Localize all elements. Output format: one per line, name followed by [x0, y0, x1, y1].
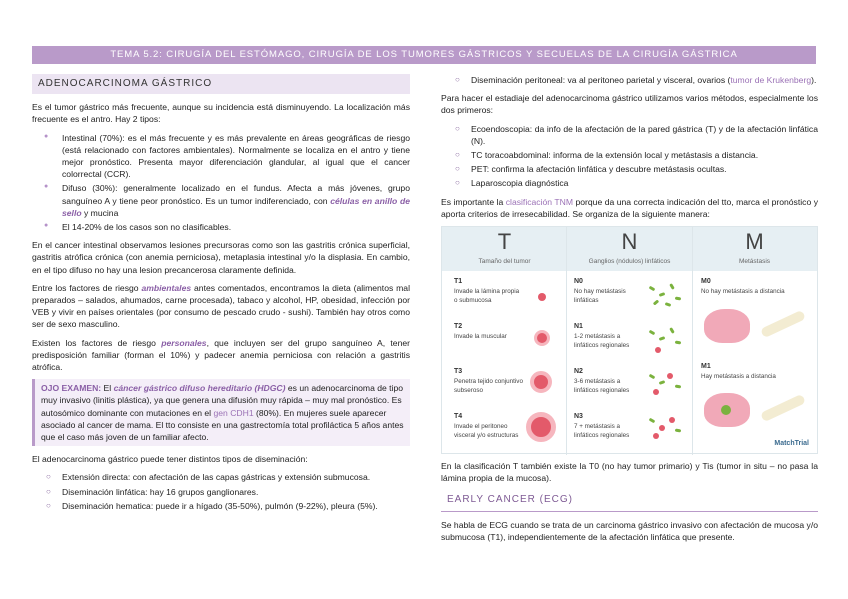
lymph-n1-icon: [647, 327, 687, 355]
tnm-header-m: M Metástasis: [738, 229, 771, 266]
matchtrial-logo: MatchTrial: [774, 440, 809, 448]
types-list: [32, 132, 410, 234]
tnm-cell-n2: N2 3-6 metástasis a linfáticos regionales: [574, 368, 630, 394]
right-column: [441, 74, 818, 549]
type-item-intestinal: ● Intestinal (70%): es el más frecuente y es más prevalente en áreas geográficas de riesgo (está relacionado con factores ambientales). Normalmente se localiza en el antro y tiene mejor pronóstico. Presenta mayor diferenciación glandular, al igual que el cancer colorrectal (CCR).: [32, 132, 410, 181]
document-banner-title: TEMA 5.2: CIRUGÍA DEL ESTÓMAGO, CIRUGÍA DE LOS TUMORES GÁSTRICOS Y SECUELAS DE LA CIRUGÍA GÁSTRICA: [32, 46, 816, 64]
tnm-cell-m0: M0 No hay metástasis a distancia: [701, 278, 785, 296]
staging-method-item: ○ Laparoscopia diagnóstica: [441, 177, 818, 189]
dissemination-item-peritoneal: ○ Diseminación peritoneal: va al peritoneo parietal y visceral, ovarios (tumor de Krukenberg).: [441, 74, 818, 86]
tnm-cell-t3: T3 Penetra tejido conjuntivo subseroso: [454, 368, 523, 394]
tnm-cell-n3: N3 7 + metástasis a linfáticos regionales: [574, 413, 630, 439]
dissemination-item: ○ Diseminación linfática: hay 16 grupos ganglionares.: [32, 486, 410, 498]
precursor-paragraph: En el cancer intestinal observamos lesiones precursoras como son las gastritis crónica superficial, gastritis atrófica crónica (con anemia perniciosa), metaplasia intestinal y/o la displasia. En cambio, en el tipo difuso no hay una lesion precancerosa claramente definida.: [32, 240, 410, 275]
tnm-highlight: clasificación TNM: [505, 196, 573, 207]
personal-factors-paragraph: Existen los factores de riesgo personales, que incluyen ser del grupo sanguíneo A, tener predisposición familiar (forman el 10%) y padecer anemia perniciosa con relación a gastritis atrófica.: [32, 337, 410, 373]
dissemination-list-cont: [441, 74, 818, 86]
staging-paragraph: Para hacer el estadiaje del adenocarcinoma gástrico utilizamos varios métodos, especialmente los dos primeros:: [441, 93, 818, 116]
dissemination-item: ○ Extensión directa: con afectación de las capas gástricas y extensión submucosa.: [32, 471, 410, 483]
staging-method-item: ○ Ecoendoscopia: da info de la afectación de la pared gástrica (T) y de la afectación linfática (N).: [441, 123, 818, 147]
staging-method-item: ○ TC toracoabdominal: informa de la extensión local y metástasis a distancia.: [441, 149, 818, 161]
tumor-t3-icon: [530, 371, 552, 393]
lymph-n0-icon: [647, 283, 687, 311]
left-column: [32, 74, 410, 518]
brain-m0-icon: [704, 309, 750, 343]
tnm-cell-n1: N1 1-2 metástasis a linfáticos regionales: [574, 323, 630, 349]
exam-note-box: OJO EXAMEN: El cáncer gástrico difuso hereditario (HDGC) es un adenocarcinoma de tipo muy invasivo (linitis plástica), ya que genera una difusión muy rápida – muy mal pronóstico. Es autosómico dominante con mutaciones en el gen CDH1 (80%). En mujeres suele aparecer asociado al cancer de mama. El tto consiste en una gastrectomía total profiláctica 5 años antes que el caso más joven de un familiar afecto.: [32, 379, 410, 446]
lymph-n2-icon: [647, 371, 687, 399]
type-item-unclassified: ● El 14-20% de los casos son no clasificables.: [32, 221, 410, 233]
dissemination-intro: El adenocarcinoma gástrico puede tener distintos tipos de diseminación:: [32, 454, 308, 465]
tnm-cell-t2: T2 Invade la muscular: [454, 323, 507, 341]
tnm-cell-t1: T1 Invade la lámina propia o submucosa: [454, 278, 520, 304]
metastasis-brain-icon: [721, 405, 731, 415]
tumor-t4-icon: [526, 412, 556, 442]
tumor-t1-icon: [538, 293, 546, 301]
bone-m1-icon: [760, 394, 806, 423]
tnm-cell-m1: M1 Hay metástasis a distancia: [701, 363, 776, 381]
environmental-factors-paragraph: Entre los factores de riesgo ambientales antes comentados, encontramos la dieta (alimentos mal preparados – salados, ahumados, carne procesada), tabaco y alcohol, HP, obesidad, infección por VEB y vivir en países orientales (por consumo de pescado crudo - sushi). También hay otros como ser de sexo masculino.: [32, 282, 410, 330]
tnm-header-t: T Tamaño del tumor: [478, 229, 531, 266]
dissemination-list: [32, 471, 410, 512]
tnm-figure: [441, 226, 818, 454]
krukenberg-highlight: tumor de Krukenberg: [730, 75, 812, 85]
section-heading-early-cancer: EARLY CANCER (ECG): [441, 490, 818, 511]
staging-methods-list: [441, 123, 818, 190]
early-cancer-paragraph: Se habla de ECG cuando se trata de un carcinoma gástrico invasivo con afectación de mucosa y/o submucosa (T1), independientemente de la afectación linfática que presente.: [441, 519, 818, 542]
lymph-n3-icon: [647, 415, 687, 443]
section-heading-adenocarcinoma: ADENOCARCINOMA GÁSTRICO: [32, 74, 410, 94]
tnm-intro-paragraph: Es importante la clasificación TNM porque da una correcta indicación del tto, marca el pronóstico y aporta criterios de irresecabilidad. Se organiza de la siguiente manera:: [441, 196, 818, 219]
t0-tis-paragraph: En la clasificación T también existe la T0 (no hay tumor primario) y Tis (tumor in situ – no pasa la lámina propia de la mucosa).: [441, 461, 818, 484]
tnm-header-n: N Ganglios (nódulos) linfáticos: [588, 229, 671, 266]
type-item-difuso: ● Difuso (30%): generalmente localizado en el fundus. Afecta a más jóvenes, grupo sanguíneo A y tiene peor pronóstico. Es un tumor indiferenciado, con células en anillo de sello y mucina: [32, 182, 410, 219]
dissemination-item: ○ Diseminación hematica: puede ir a hígado (35-50%), pulmón (9-22%), pleura (5%).: [32, 500, 410, 512]
tumor-t2-icon: [534, 330, 550, 346]
gene-highlight: gen CDH1: [213, 407, 254, 418]
exam-note-label: OJO EXAMEN:: [41, 383, 102, 394]
bone-m0-icon: [760, 310, 806, 339]
tnm-cell-t4: T4 Invade el peritoneo visceral y/o estructuras: [454, 413, 519, 439]
tnm-cell-n0: N0 No hay metástasis linfáticas: [574, 278, 626, 304]
intro-paragraph: Es el tumor gástrico más frecuente, aunque su incidencia está disminuyendo. La localización más frecuente es el antro. Hay 2 tipos:: [32, 102, 410, 125]
signet-ring-highlight: células en anillo de sello: [62, 195, 410, 218]
staging-method-item: ○ PET: confirma la afectación linfática y descubre metástasis ocultas.: [441, 163, 818, 175]
